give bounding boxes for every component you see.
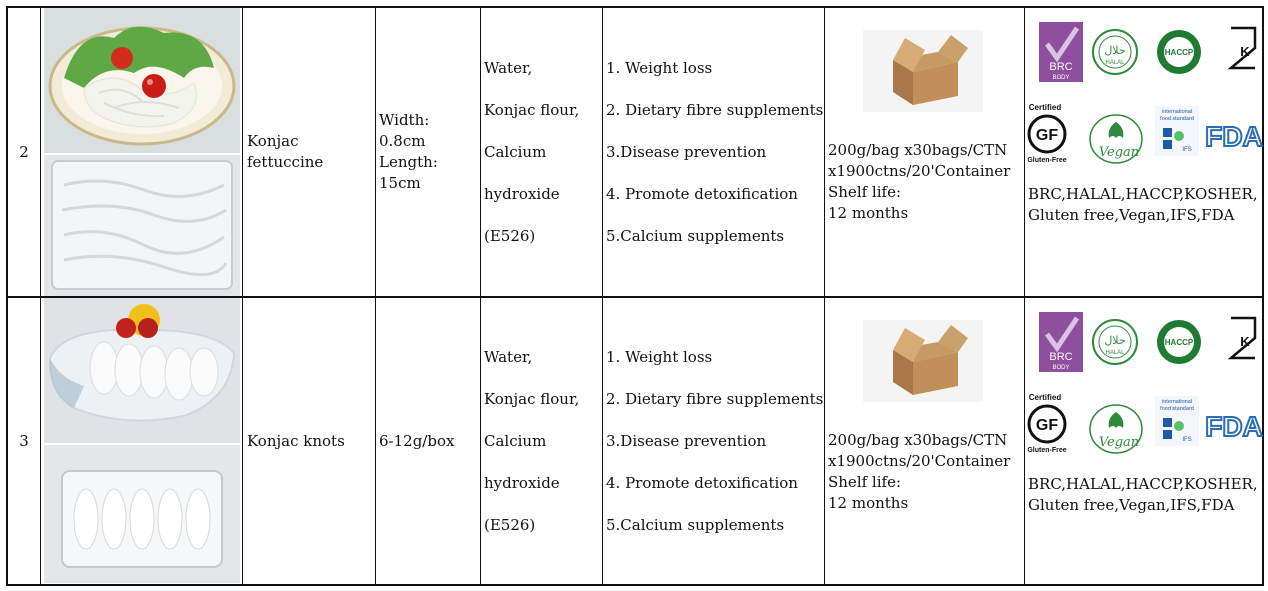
svg-text:HACCP: HACCP [1164, 48, 1194, 57]
ingredient-water: Water, [484, 58, 533, 77]
packing-line: 12 months [828, 204, 909, 222]
svg-text:international: international [1162, 109, 1192, 115]
spec-line: Width: [379, 111, 430, 129]
ingredient-calcium-line: hydroxide [484, 473, 560, 492]
ingredient-calcium [484, 142, 579, 247]
product-name-line: Konjac [247, 132, 299, 150]
ingredients [481, 8, 603, 296]
table-row [8, 8, 1262, 298]
svg-text:HALAL: HALAL [1105, 350, 1125, 356]
svg-text:GF: GF [1035, 127, 1059, 144]
packing [825, 8, 1025, 296]
function-item: 1. Weight loss [606, 58, 713, 77]
functions [603, 298, 825, 584]
function-item: 1. Weight loss [606, 347, 713, 366]
knots-plate-photo [44, 298, 240, 443]
function-item: 4. Promote detoxification [606, 184, 798, 203]
row-number: 2 [8, 8, 41, 296]
ifs-logo-icon [1155, 106, 1199, 156]
svg-text:حلال: حلال [1104, 334, 1126, 347]
table-row [8, 298, 1262, 584]
cert-line: BRC,HALAL,HACCP,KOSHER, [1028, 185, 1258, 203]
svg-text:FDA: FDA [1205, 411, 1263, 442]
ifs-logo-icon [1155, 396, 1199, 446]
packing-line: Shelf life: [828, 473, 902, 491]
svg-text:BRC: BRC [1049, 61, 1073, 73]
spec-line: 15cm [379, 174, 421, 192]
cert-line: Gluten free,Vegan,IFS,FDA [1028, 206, 1235, 224]
carton-box-photo [863, 320, 983, 402]
spec-line: 6-12g/box [379, 431, 455, 450]
function-item: 2. Dietary fibre supplements [606, 389, 824, 408]
cert-logos [1025, 8, 1265, 178]
function-item: 4. Promote detoxification [606, 473, 798, 492]
brc-logo-icon [1039, 312, 1083, 372]
function-item: 2. Dietary fibre supplements [606, 100, 824, 119]
ingredient-calcium-line: hydroxide [484, 184, 560, 203]
packing-line: x1900ctns/20'Container [828, 452, 1011, 470]
svg-text:Vegan: Vegan [1098, 435, 1140, 450]
svg-text:K: K [1240, 44, 1250, 59]
knots-box-photo [44, 445, 240, 583]
packing-line: 12 months [828, 494, 909, 512]
ingredients [481, 298, 603, 584]
fda-logo-icon [1205, 118, 1263, 152]
certifications [1025, 8, 1262, 296]
product-name-line: Konjac knots [247, 431, 345, 450]
functions [603, 8, 825, 296]
svg-text:BRC: BRC [1049, 351, 1073, 363]
function-item: 3.Disease prevention [606, 142, 767, 161]
kosher-logo-icon [1225, 24, 1261, 72]
cert-line: Gluten free,Vegan,IFS,FDA [1028, 496, 1235, 514]
svg-text:Certified: Certified [1028, 393, 1062, 402]
svg-text:IFS: IFS [1182, 147, 1192, 153]
function-item: 3.Disease prevention [606, 431, 767, 450]
svg-text:Gluten-Free: Gluten-Free [1027, 447, 1067, 454]
spec-line: Length: [379, 153, 438, 171]
ingredient-calcium-line: (E526) [484, 226, 536, 245]
packing [825, 298, 1025, 584]
product-name [243, 298, 376, 584]
svg-text:Gluten-Free: Gluten-Free [1027, 157, 1067, 164]
fettuccine-package-photo [44, 155, 240, 296]
svg-text:BODY: BODY [1052, 365, 1070, 371]
haccp-logo-icon [1155, 28, 1203, 76]
svg-text:HALAL: HALAL [1105, 60, 1125, 66]
function-item: 5.Calcium supplements [606, 226, 785, 245]
svg-text:حلال: حلال [1104, 44, 1126, 57]
product-name-line: fettuccine [247, 153, 324, 171]
brc-logo-icon [1039, 22, 1083, 82]
haccp-logo-icon [1155, 318, 1203, 366]
vegan-logo-icon [1087, 402, 1145, 456]
svg-text:food standard: food standard [1160, 116, 1194, 122]
cert-line: BRC,HALAL,HACCP,KOSHER, [1028, 475, 1258, 493]
ingredient-flour: Konjac flour, [484, 389, 580, 408]
product-spec [376, 8, 481, 296]
svg-text:Certified: Certified [1028, 103, 1062, 112]
gluten-free-logo-icon [1025, 392, 1079, 456]
halal-logo-icon [1091, 28, 1139, 76]
packing-line: 200g/bag x30bags/CTN [828, 141, 1008, 159]
product-name [243, 8, 376, 296]
cert-logos [1025, 298, 1265, 468]
carton-box-photo [863, 30, 983, 112]
ingredient-calcium-line: Calcium [484, 142, 547, 161]
svg-text:K: K [1240, 334, 1250, 349]
ingredient-calcium-line: (E526) [484, 515, 536, 534]
svg-text:international: international [1162, 399, 1192, 405]
svg-text:FDA: FDA [1205, 121, 1263, 152]
fettuccine-salad-photo [44, 8, 240, 153]
ingredient-calcium [484, 431, 579, 536]
packing-line: Shelf life: [828, 183, 902, 201]
ingredient-water: Water, [484, 347, 533, 366]
vegan-logo-icon [1087, 112, 1145, 166]
kosher-logo-icon [1225, 314, 1261, 362]
certifications [1025, 298, 1262, 584]
packing-line: x1900ctns/20'Container [828, 162, 1011, 180]
product-images [41, 298, 243, 584]
fda-logo-icon [1205, 408, 1263, 442]
product-spec [376, 298, 481, 584]
svg-text:Vegan: Vegan [1098, 145, 1140, 160]
product-images [41, 8, 243, 296]
svg-text:IFS: IFS [1182, 437, 1192, 443]
gluten-free-logo-icon [1025, 102, 1079, 166]
row-number: 3 [8, 298, 41, 584]
spec-line: 0.8cm [379, 132, 426, 150]
svg-text:GF: GF [1035, 417, 1059, 434]
halal-logo-icon [1091, 318, 1139, 366]
svg-text:HACCP: HACCP [1164, 338, 1194, 347]
function-item: 5.Calcium supplements [606, 515, 785, 534]
ingredient-flour: Konjac flour, [484, 100, 580, 119]
svg-text:BODY: BODY [1052, 75, 1070, 81]
svg-text:food standard: food standard [1160, 406, 1194, 412]
packing-line: 200g/bag x30bags/CTN [828, 431, 1008, 449]
product-table [6, 6, 1264, 586]
ingredient-calcium-line: Calcium [484, 431, 547, 450]
